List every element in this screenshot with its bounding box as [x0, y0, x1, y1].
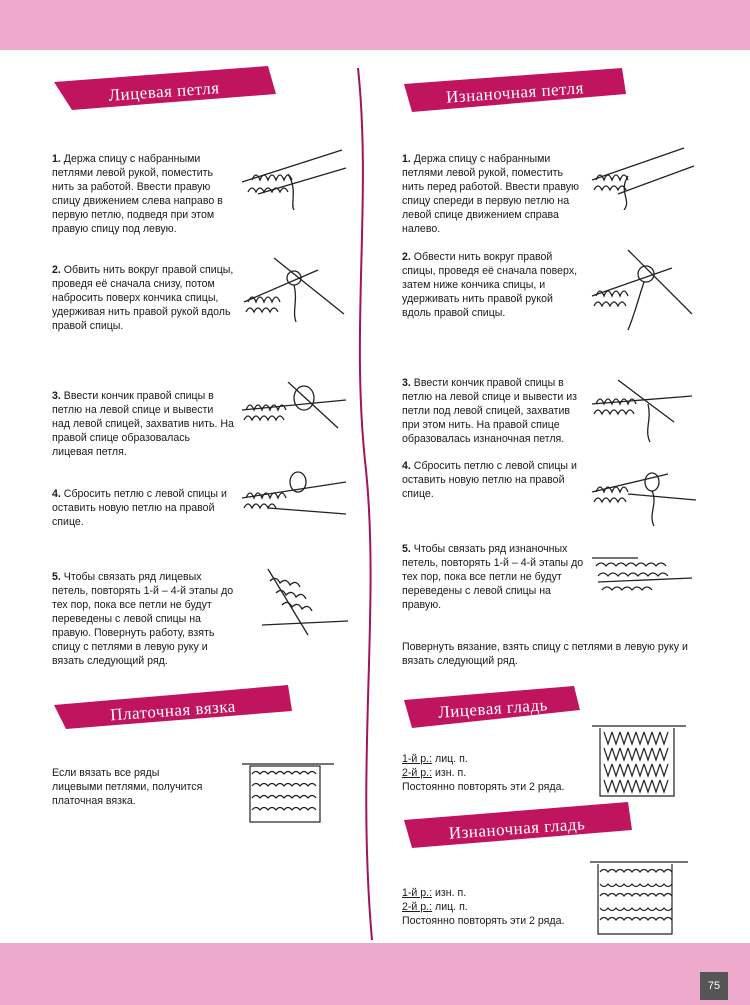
knit-step-5-illustration [238, 565, 350, 641]
purl-step-3-illustration [588, 374, 698, 444]
purl-step-3: 3. Ввести кончик правой спицы в петлю на левой спице и вывести из петли под левой спицей, захватив при этом нить. На правой спице образовалась изнаночная петля. [402, 377, 578, 445]
knit-step-3: 3. Ввести кончик правой спицы в петлю на левой спице и вывести над левой спицей, захватив нить. На правой спице образовалась лицевая петля. [52, 390, 234, 458]
garter-swatch-illustration [240, 756, 336, 828]
purl-step-4: 4. Сбросить петлю с левой спицы и оставить новую петлю на правой спице. [402, 460, 577, 500]
garter-text: Если вязать все ряды лицевыми петлями, получится платочная вязка. [52, 767, 203, 807]
knit-step-2-illustration [238, 252, 350, 322]
knit-step-3-illustration [238, 376, 350, 436]
banner-title: Лицевая петля [107, 78, 221, 105]
purl-step-5-illustration [588, 550, 696, 606]
stockinette-instructions: 1-й р.: лиц. п. 2-й р.: изн. п. Постоянно повторять эти 2 ряда. [402, 753, 565, 793]
purl-step-4-illustration [588, 464, 698, 528]
page-number: 75 [700, 972, 728, 1000]
knit-step-4: 4. Сбросить петлю с левой спицы и оставить новую петлю на правой спице. [52, 488, 227, 528]
banner-garter-stitch [52, 683, 294, 733]
banner-title: Лицевая гладь [437, 695, 549, 722]
bottom-band [0, 943, 750, 1005]
purl-after-text: Повернуть вязание, взять спицу с петлями в левую руку и вязать следующий ряд. [402, 641, 688, 667]
reverse-stockinette-swatch-illustration [588, 852, 692, 938]
banner-title: Изнаночная гладь [448, 814, 586, 843]
banner-purl-stitch [402, 66, 628, 116]
banner-knit-stitch [50, 64, 278, 114]
banner-stockinette [402, 684, 584, 730]
banner-title: Платочная вязка [109, 696, 237, 725]
purl-step-1: 1. Держа спицу с набранными петлями левой рукой, поместить нить перед работой. Ввести правую спицу спереди в первую петлю на левой спице движением справа налево. [402, 153, 579, 235]
reverse-instructions: 1-й р.: изн. п. 2-й р.: лиц. п. Постоянно повторять эти 2 ряда. [402, 887, 565, 927]
purl-step-2: 2. Обвести нить вокруг правой спицы, проведя её сначала поверх, затем ниже кончика спицы, и удерживать нить правой рукой вдоль правой спицы. [402, 251, 578, 319]
knit-step-1: 1. Держа спицу с набранными петлями левой рукой, поместить нить за работой. Ввести правую спицу движением слева направо в первую петлю, подведя при этом правую спицу под левую. [52, 153, 223, 235]
knit-step-2: 2. Обвить нить вокруг правой спицы, проведя её сначала снизу, потом набросить поверх кончика спицы, удерживая нить правой рукой вдоль правой спицы. [52, 264, 234, 332]
stockinette-swatch-illustration [590, 716, 690, 800]
knit-step-5: 5. Чтобы связать ряд лицевых петель, повторять 1-й – 4-й этапы до тех пор, пока все петли не будут переведены с левой спицы на правую. Повернуть работу, взять спицу с петлями в левую руку и вязать следующий ряд. [52, 571, 234, 667]
purl-step-1-illustration [588, 140, 698, 210]
banner-reverse-stockinette [400, 800, 634, 852]
banner-title: Изнаночная петля [445, 78, 585, 107]
knit-step-4-illustration [238, 464, 350, 526]
purl-step-5: 5. Чтобы связать ряд изнаночных петель, повторять 1-й – 4-й этапы до тех пор, пока все петли не будут переведены с левой спицы на правую. [402, 543, 584, 611]
purl-step-2-illustration [588, 246, 698, 332]
knit-step-1-illustration [238, 134, 350, 210]
